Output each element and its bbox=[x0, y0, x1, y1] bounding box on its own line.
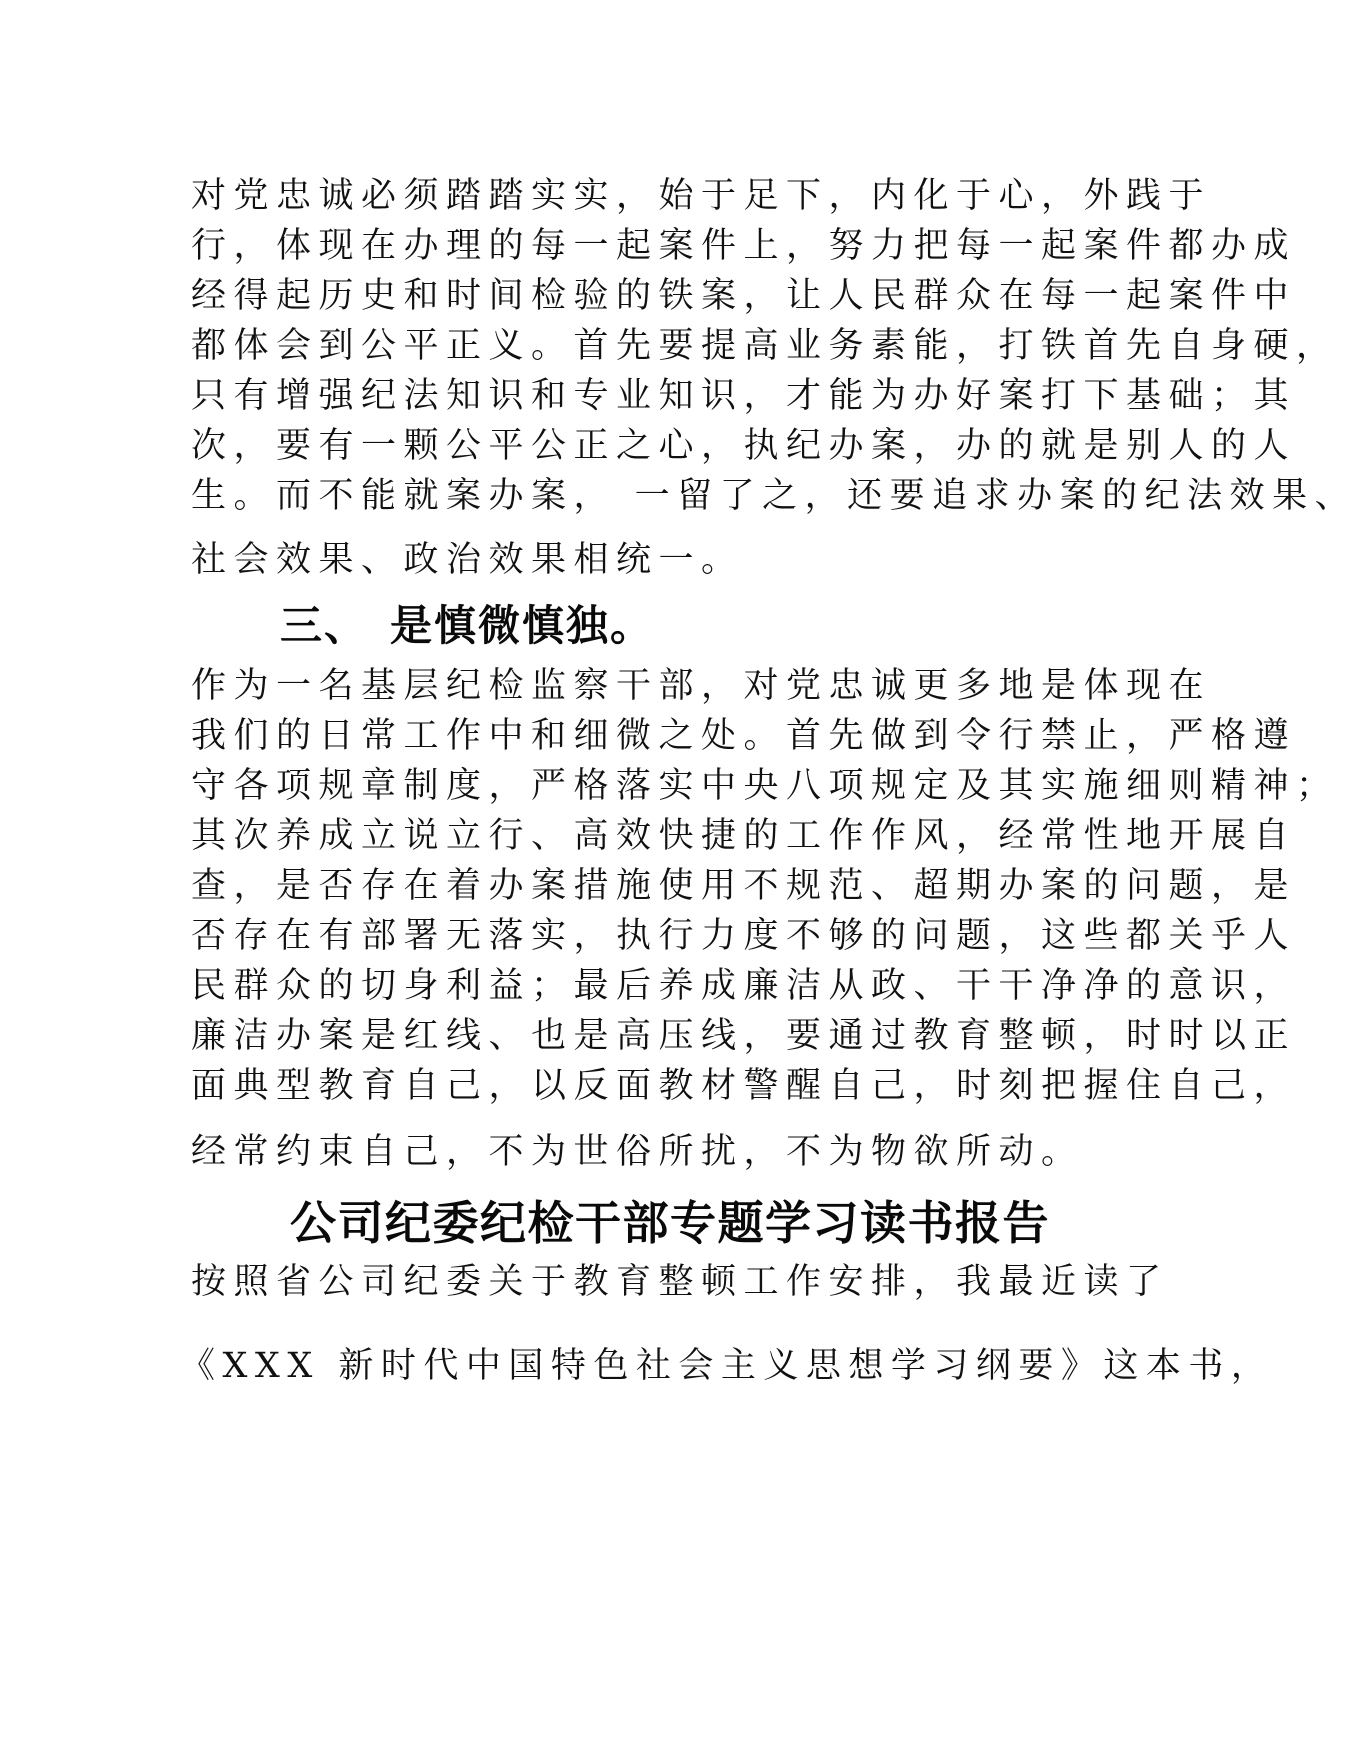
report-title: 公司纪委纪检干部专题学习读书报告 bbox=[290, 1196, 1050, 1250]
paragraph-line: 其次养成立说立行、高效快捷的工作作风，经常性地开展自 bbox=[191, 816, 1297, 856]
paragraph-line: 生。而不能就案办案， 一留了之，还要追求办案的纪法效果、 bbox=[191, 476, 1357, 516]
paragraph-line: 经常约束自己，不为世俗所扰，不为物欲所动。 bbox=[191, 1132, 1084, 1172]
paragraph-line: 社会效果、政治效果相统一。 bbox=[191, 540, 744, 580]
paragraph-line: 按照省公司纪委关于教育整顿工作安排，我最近读了 bbox=[191, 1262, 1169, 1302]
section3-number: 三、 bbox=[280, 601, 369, 650]
paragraph-line: 只有增强纪法知识和专业知识，才能为办好案打下基础；其 bbox=[191, 376, 1297, 416]
paragraph-line: 都体会到公平正义。首先要提高业务素能，打铁首先自身硬， bbox=[191, 326, 1339, 366]
paragraph-line: 面典型教育自己，以反面教材警醒自己，时刻把握住自己， bbox=[191, 1066, 1297, 1106]
paragraph-line: 查，是否存在着办案措施使用不规范、超期办案的问题，是 bbox=[191, 866, 1297, 906]
paragraph-line: 民群众的切身利益；最后养成廉洁从政、干干净净的意识， bbox=[191, 966, 1297, 1006]
paragraph-line: 次，要有一颗公平公正之心，执纪办案，办的就是别人的人 bbox=[191, 426, 1297, 466]
paragraph-line: 经得起历史和时间检验的铁案，让人民群众在每一起案件中 bbox=[191, 276, 1297, 316]
paragraph-line: 《XXX 新时代中国特色社会主义思想学习纲要》这本书， bbox=[180, 1346, 1274, 1386]
paragraph-line: 廉洁办案是红线、也是高压线，要通过教育整顿，时时以正 bbox=[191, 1016, 1297, 1056]
paragraph-line: 我们的日常工作中和细微之处。首先做到令行禁止，严格遵 bbox=[191, 716, 1297, 756]
paragraph-line: 守各项规章制度，严格落实中央八项规定及其实施细则精神； bbox=[191, 766, 1339, 806]
paragraph-line: 作为一名基层纪检监察干部，对党忠诚更多地是体现在 bbox=[191, 666, 1212, 706]
section3-heading: 是慎微慎独。 bbox=[390, 601, 655, 650]
paragraph-line: 否存在有部署无落实，执行力度不够的问题，这些都关乎人 bbox=[191, 916, 1297, 956]
paragraph-line: 对党忠诚必须踏踏实实，始于足下，内化于心，外践于 bbox=[191, 176, 1212, 216]
paragraph-line: 行，体现在办理的每一起案件上，努力把每一起案件都办成 bbox=[191, 226, 1297, 266]
